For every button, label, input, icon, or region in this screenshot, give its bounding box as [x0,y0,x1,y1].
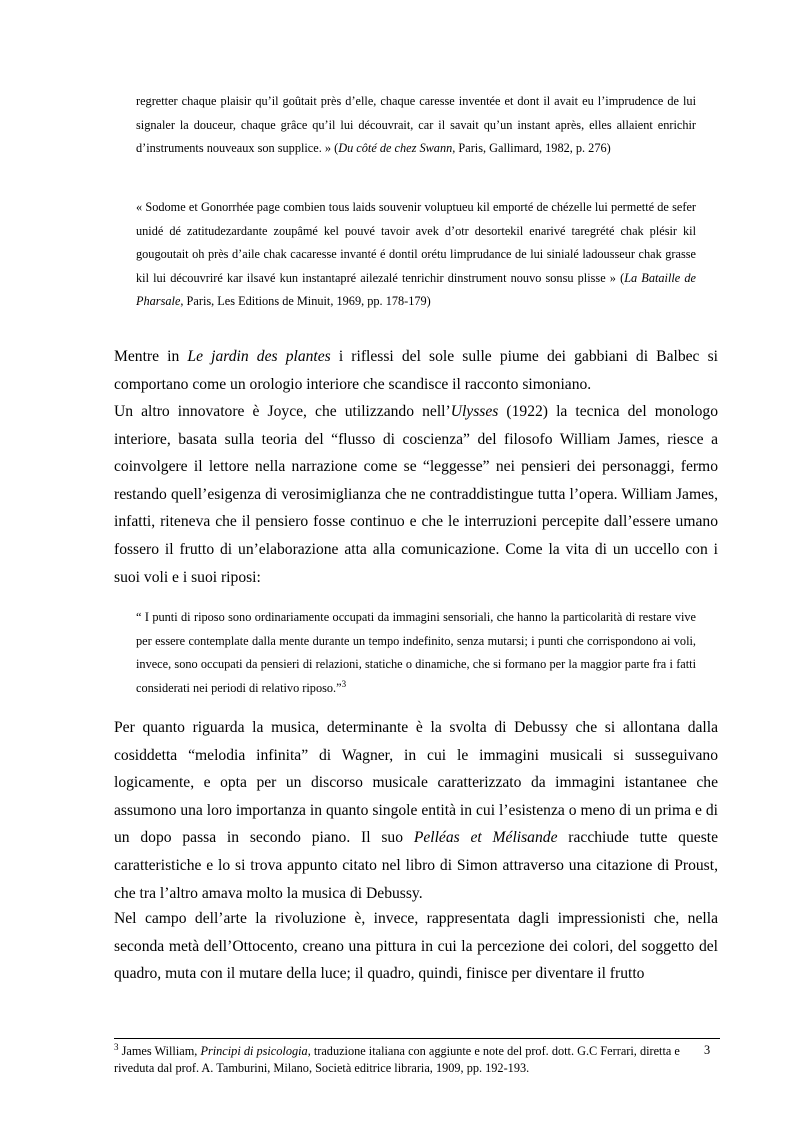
footnote-divider [114,1038,720,1039]
paragraph-joyce: Un altro innovatore è Joyce, che utilizzando nell’Ulysses (1922) la tecnica del monologo interiore, basata sulla teoria del “flusso di coscienza” del filosofo William James, riesce a coinvolgere il lettore nella narrazione come se “leggesse” nei pensieri dei personaggi, fermo restando quell’esigenza di verosimiglianza che ne contraddistingue tutta l’opera. William James, infatti, riteneva che il pensiero fosse continuo e che le interruzioni percepite dall’essere umano fossero il frutto di un’elaborazione atta alla comunicazione. Come la vita di un uccello con i suoi voli e i suoi riposi: [114,403,718,586]
footnote-number: 3 [114,1041,119,1052]
quote-james: “ I punti di riposo sono ordinariamente occupati da immagini sensoriali, che hanno la particolarità di restare vive per essere contemplate dalla mente durante un tempo indefinito, senza mutarsi; i punti che corrispondono ai voli, invece, sono occupati da pensieri di relazioni, statiche o dinamiche, che si formano per la maggior parte fra i fatti considerati nei periodi di relativo riposo.”$^3$ [136,610,696,695]
quote-swann: regretter chaque plaisir qu’il goûtait près d’elle, chaque caresse inventée et dont il avait eu l’imprudence de lui signaler la douceur, chaque grâce qu’il lui découvrait, car il savait qu’un instant après, elles allaient enrichir d’instruments nouveaux son supplice. » (Du côté de chez Swann, Paris, Gallimard, 1982, p. 276) [136,94,696,155]
source-title: La Bataille de Pharsale [136,270,696,308]
source-title: Du côté de chez Swann [338,141,453,155]
paragraph-jardin: Mentre in Le jardin des plantes i riflessi del sole sulle piume dei gabbiani di Balbec si comportano come un orologio interiore che scandisce il racconto simoniano. [114,348,718,393]
paragraph-impressionisti: Nel campo dell’arte la rivoluzione è, invece, rappresentata dagli impressionisti che, nella seconda metà dell’Ottocento, creano una pittura in cui la percezione dei colori, del soggetto del quadro, muta con il mutare della luce; il quadro, quindi, finisce per diventare il frutto [114,910,718,983]
paragraph-debussy: Per quanto riguarda la musica, determinante è la svolta di Debussy che si allontana dalla cosiddetta “melodia infinita” di Wagner, in cui le immagini musicali si susseguivano logicamente, e opta per un discorso musicale caratterizzato da immagini istantanee che assumono una loro importanza in quanto singole entità in cui l’esistenza o meno di un prima e di un dopo passa in secondo piano. Il suo Pelléas et Mélisande racchiude tutte queste caratteristiche e lo si trova appunto citato nel libro di Simon attraverso una citazione di Proust, che tra l’altro amava molto la musica di Debussy. [114,719,719,902]
footnote: $^3$ James William, Principi di psicologia, traduzione italiana con aggiunte e note del prof. dott. G.C Ferrari, diretta e riveduta dal prof. A. Tamburini, Milano, Società editrice libraria, 1909, pp. 192-193. [114,1041,680,1075]
quote-pharsale: « Sodome et Gonorrhée page combien tous laids souvenir voluptueu kil emporté de chézelle lui permetté de sefer unidé dé zatitudezardante zoupâmé kel pouvé tavoir avek d’otr desortekil enarivé taregrété chak plésir kil gougoutait oh près d’aile chak cacaresse invanté é dontil orétu limprudance de lui sinialé ladousseur chak grasse kil lui découvriré kar ilsavé kun instantapré ailezalé tenrichir dinstrument nouvo sonsu plisse » (La Bataille de Pharsale, Paris, Les Editions de Minuit, 1969, pp. 178-179) [136,200,696,308]
footnote-ref[interactable]: 3 [341,678,347,689]
page-number: 3 [704,1043,711,1057]
